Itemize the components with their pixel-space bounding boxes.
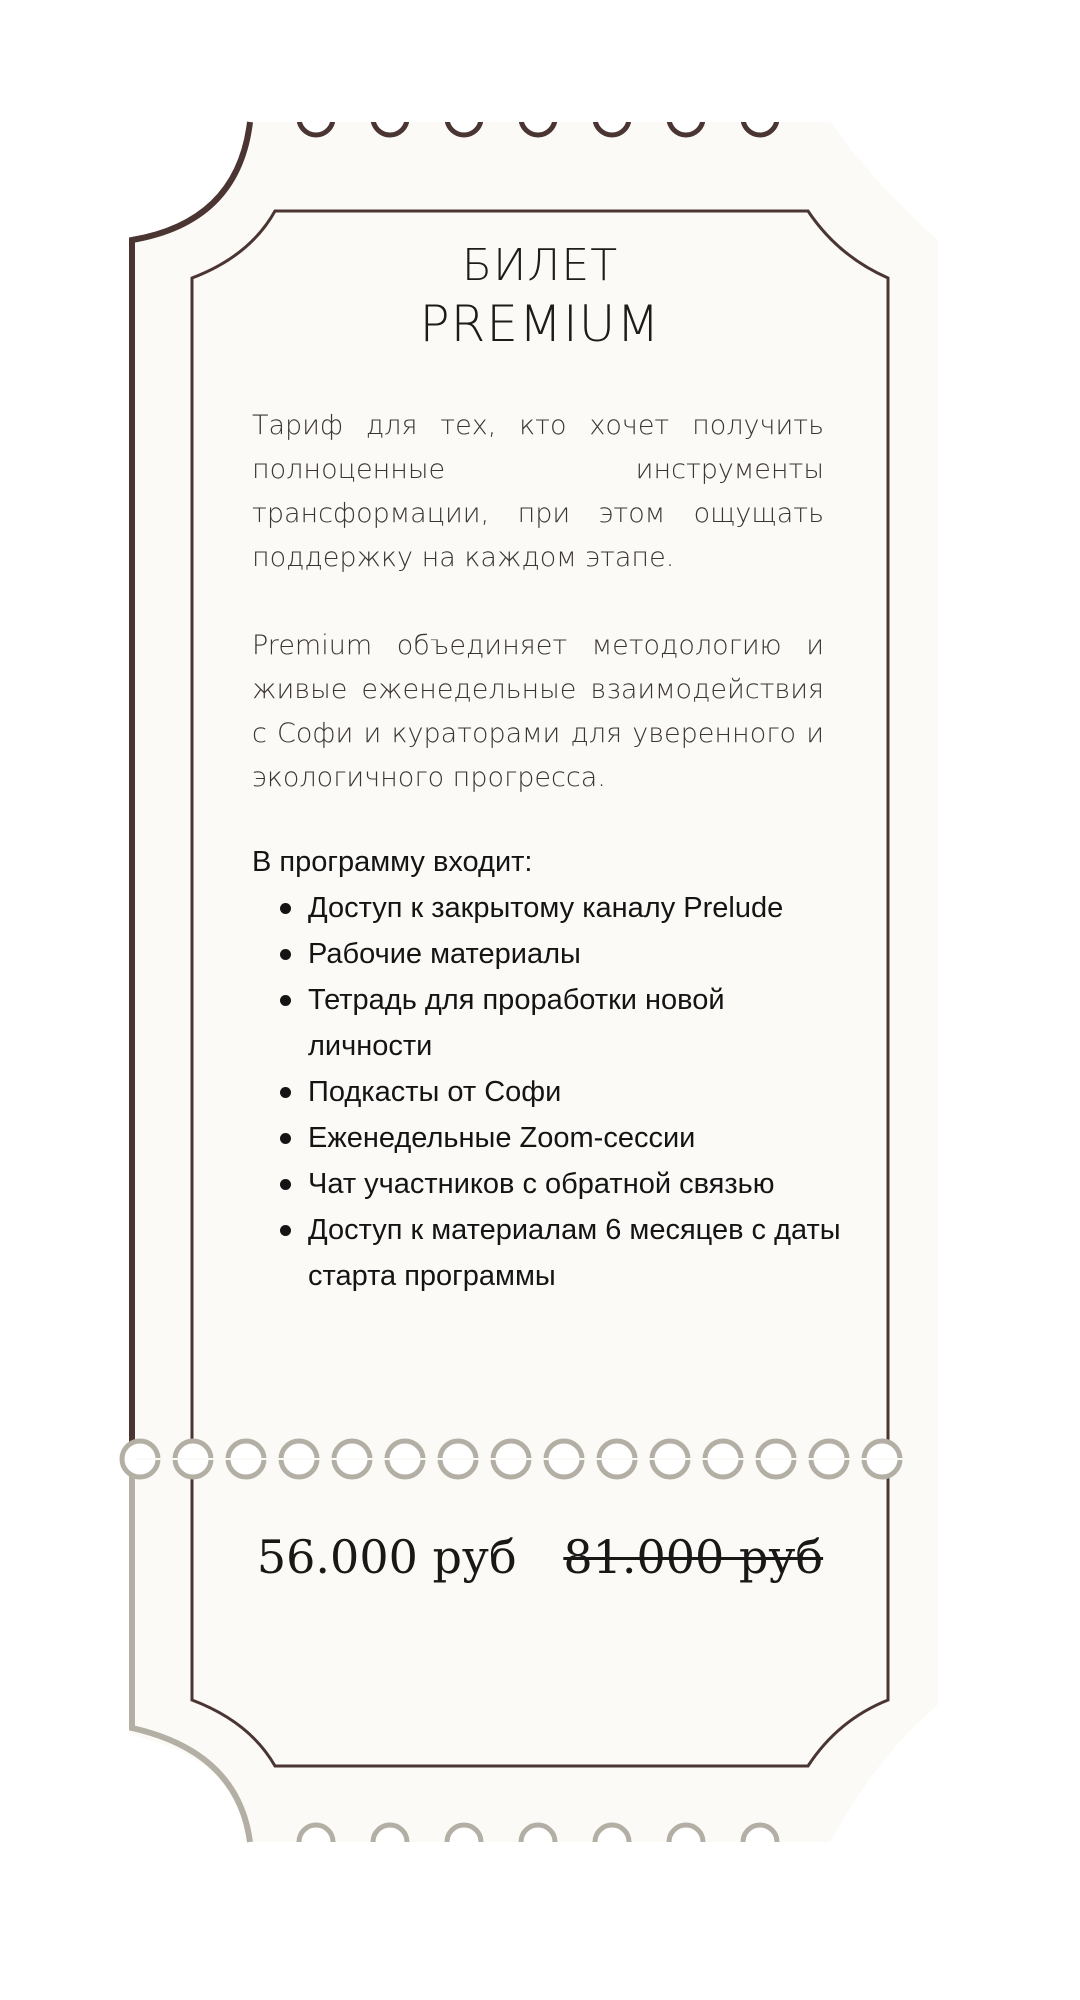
intro-paragraph-2: Premium объединяет методологию и живые еженедельные взаимодействия с Софи и кураторами для уверенного и экологичного прогресса. — [252, 630, 824, 793]
ticket-title-line-2: PREMIUM — [419, 295, 661, 353]
list-item: Чат участников с обратной связью — [308, 1161, 852, 1207]
list-item: Рабочие материалы — [308, 931, 852, 977]
price-row — [0, 1530, 1080, 1584]
list-item: Тетрадь для проработки новой личности — [308, 977, 852, 1069]
includes-section — [252, 839, 852, 1299]
price-old: 81.000 руб — [563, 1530, 824, 1584]
list-item: Подкасты от Софи — [308, 1069, 852, 1115]
includes-heading: В программу входит: — [252, 846, 533, 878]
price-current: 56.000 руб — [256, 1530, 517, 1584]
list-item: Еженедельные Zoom-сессии — [308, 1115, 852, 1161]
list-item: Доступ к материалам 6 месяцев с даты старта программы — [308, 1207, 852, 1299]
feature-list — [252, 885, 852, 1299]
intro-paragraph-1: Тариф для тех, кто хочет получить полноценные инструменты трансформации, при этом ощущать поддержку на каждом этапе. — [252, 410, 824, 573]
list-item: Доступ к закрытому каналу Prelude — [308, 885, 852, 931]
ticket-title-line-1: БИЛЕТ — [461, 240, 619, 291]
